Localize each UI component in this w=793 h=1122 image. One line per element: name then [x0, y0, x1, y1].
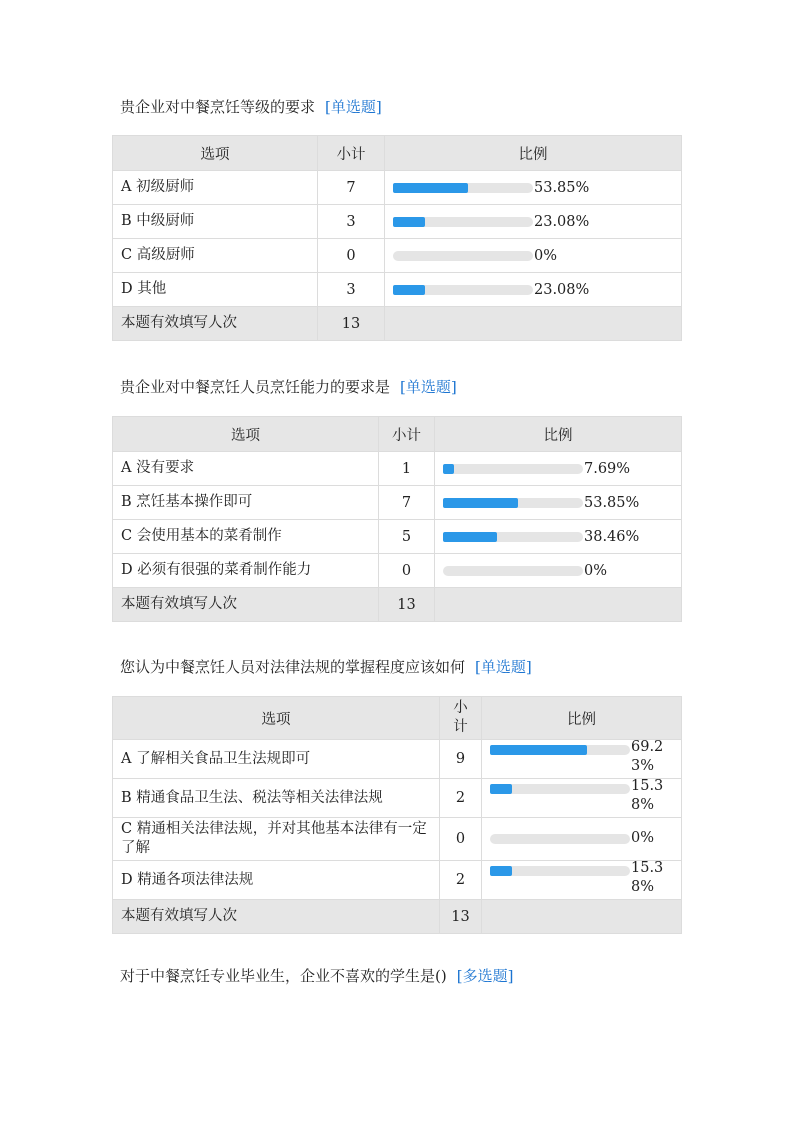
header-ratio: 比例 — [435, 417, 682, 452]
option-label: C 高级厨师 — [113, 239, 318, 273]
option-count: 2 — [440, 779, 482, 818]
option-label: C 会使用基本的菜肴制作 — [113, 520, 379, 554]
footer-empty — [482, 900, 682, 934]
ratio-percent: 15.38% — [631, 860, 664, 895]
ratio-cell — [435, 486, 682, 520]
header-option: 选项 — [113, 136, 318, 171]
table-row — [113, 520, 682, 554]
header-ratio: 比例 — [385, 136, 682, 171]
ratio-bar — [490, 834, 630, 844]
ratio-cell — [435, 452, 682, 486]
question-2-type: [单选题] — [400, 378, 457, 396]
ratio-percent: 38.46% — [584, 528, 640, 545]
ratio-bar — [443, 532, 583, 542]
ratio-bar — [490, 866, 630, 876]
option-count: 9 — [440, 740, 482, 779]
ratio-cell — [482, 779, 682, 818]
ratio-bar-fill — [490, 784, 512, 794]
header-count — [440, 697, 482, 740]
table-row — [113, 554, 682, 588]
ratio-percent: 23.08% — [534, 281, 590, 298]
question-3-type: [单选题] — [475, 658, 532, 676]
footer-total: 13 — [318, 307, 385, 341]
option-count: 0 — [318, 239, 385, 273]
table-row — [113, 171, 682, 205]
ratio-percent: 0% — [584, 562, 608, 579]
table-row — [113, 740, 682, 779]
option-count: 3 — [318, 205, 385, 239]
table-row — [113, 818, 682, 861]
question-1-text: 贵企业对中餐烹饪等级的要求 — [120, 98, 316, 116]
header-count: 小计 — [318, 136, 385, 171]
option-label: B 中级厨师 — [113, 205, 318, 239]
ratio-bar-fill — [393, 285, 425, 295]
option-label: D 必须有很强的菜肴制作能力 — [113, 554, 379, 588]
table-row — [113, 205, 682, 239]
question-1-table — [112, 135, 682, 341]
table-row — [113, 239, 682, 273]
option-count: 1 — [379, 452, 435, 486]
question-1-type: [单选题] — [325, 98, 382, 116]
ratio-bar — [393, 217, 533, 227]
table-row — [113, 861, 682, 900]
ratio-bar-fill — [443, 498, 518, 508]
footer-empty — [435, 588, 682, 622]
ratio-bar — [490, 745, 630, 755]
ratio-percent: 53.85% — [534, 179, 590, 196]
question-2-table — [112, 416, 682, 622]
footer-total: 13 — [379, 588, 435, 622]
ratio-cell — [385, 273, 682, 307]
footer-label: 本题有效填写人次 — [113, 307, 318, 341]
question-4-type: [多选题] — [456, 967, 514, 985]
option-count: 0 — [440, 818, 482, 861]
ratio-percent: 0% — [631, 830, 655, 846]
header-count: 小计 — [379, 417, 435, 452]
option-label: B 精通食品卫生法、税法等相关法律法规 — [113, 779, 440, 818]
option-count: 5 — [379, 520, 435, 554]
ratio-cell — [482, 818, 682, 861]
header-ratio: 比例 — [482, 697, 682, 740]
table-header — [113, 697, 682, 740]
question-4-title — [120, 966, 513, 986]
option-label: A 初级厨师 — [113, 171, 318, 205]
ratio-bar — [443, 566, 583, 576]
ratio-percent: 23.08% — [534, 213, 590, 230]
question-2-title — [120, 377, 457, 397]
option-label: B 烹饪基本操作即可 — [113, 486, 379, 520]
ratio-cell — [435, 554, 682, 588]
question-3-text: 您认为中餐烹饪人员对法律法规的掌握程度应该如何 — [120, 658, 466, 676]
option-label: A 了解相关食品卫生法规即可 — [113, 740, 440, 779]
ratio-bar — [393, 251, 533, 261]
option-count: 3 — [318, 273, 385, 307]
footer-total: 13 — [440, 900, 482, 934]
table-row — [113, 452, 682, 486]
ratio-bar-fill — [393, 217, 425, 227]
header-option: 选项 — [113, 697, 440, 740]
ratio-cell — [435, 520, 682, 554]
question-3-title — [120, 657, 532, 677]
table-row — [113, 273, 682, 307]
ratio-cell — [482, 861, 682, 900]
option-count: 7 — [379, 486, 435, 520]
footer-label: 本题有效填写人次 — [113, 588, 379, 622]
option-count: 7 — [318, 171, 385, 205]
footer-label: 本题有效填写人次 — [113, 900, 440, 934]
ratio-bar-fill — [490, 745, 587, 755]
option-label: C 精通相关法律法规，并对其他基本法律有一定了解 — [113, 818, 440, 861]
question-4-text: 对于中餐烹饪专业毕业生，企业不喜欢的学生是() — [120, 967, 447, 985]
ratio-bar — [490, 784, 630, 794]
header-option: 选项 — [113, 417, 379, 452]
ratio-cell — [385, 171, 682, 205]
ratio-percent: 0% — [534, 247, 558, 264]
table-row — [113, 486, 682, 520]
question-3-table — [112, 696, 682, 934]
ratio-cell — [482, 740, 682, 779]
table-footer — [113, 307, 682, 341]
ratio-cell — [385, 239, 682, 273]
table-footer — [113, 900, 682, 934]
ratio-bar-fill — [393, 183, 468, 193]
ratio-bar — [393, 285, 533, 295]
ratio-bar — [443, 498, 583, 508]
question-1-title — [120, 97, 382, 117]
header-count-text: 小计 — [453, 700, 468, 735]
ratio-bar-fill — [443, 532, 497, 542]
table-row — [113, 779, 682, 818]
table-footer — [113, 588, 682, 622]
option-count: 0 — [379, 554, 435, 588]
footer-empty — [385, 307, 682, 341]
option-count: 2 — [440, 861, 482, 900]
ratio-percent: 7.69% — [584, 460, 631, 477]
option-label: D 其他 — [113, 273, 318, 307]
question-2-text: 贵企业对中餐烹饪人员烹饪能力的要求是 — [120, 378, 391, 396]
ratio-bar — [393, 183, 533, 193]
ratio-bar-fill — [490, 866, 512, 876]
table-header — [113, 417, 682, 452]
ratio-bar — [443, 464, 583, 474]
option-label: A 没有要求 — [113, 452, 379, 486]
ratio-percent: 15.38% — [631, 778, 664, 813]
ratio-percent: 69.23% — [631, 739, 664, 774]
ratio-cell — [385, 205, 682, 239]
ratio-bar-fill — [443, 464, 454, 474]
table-header — [113, 136, 682, 171]
option-label: D 精通各项法律法规 — [113, 861, 440, 900]
ratio-percent: 53.85% — [584, 494, 640, 511]
